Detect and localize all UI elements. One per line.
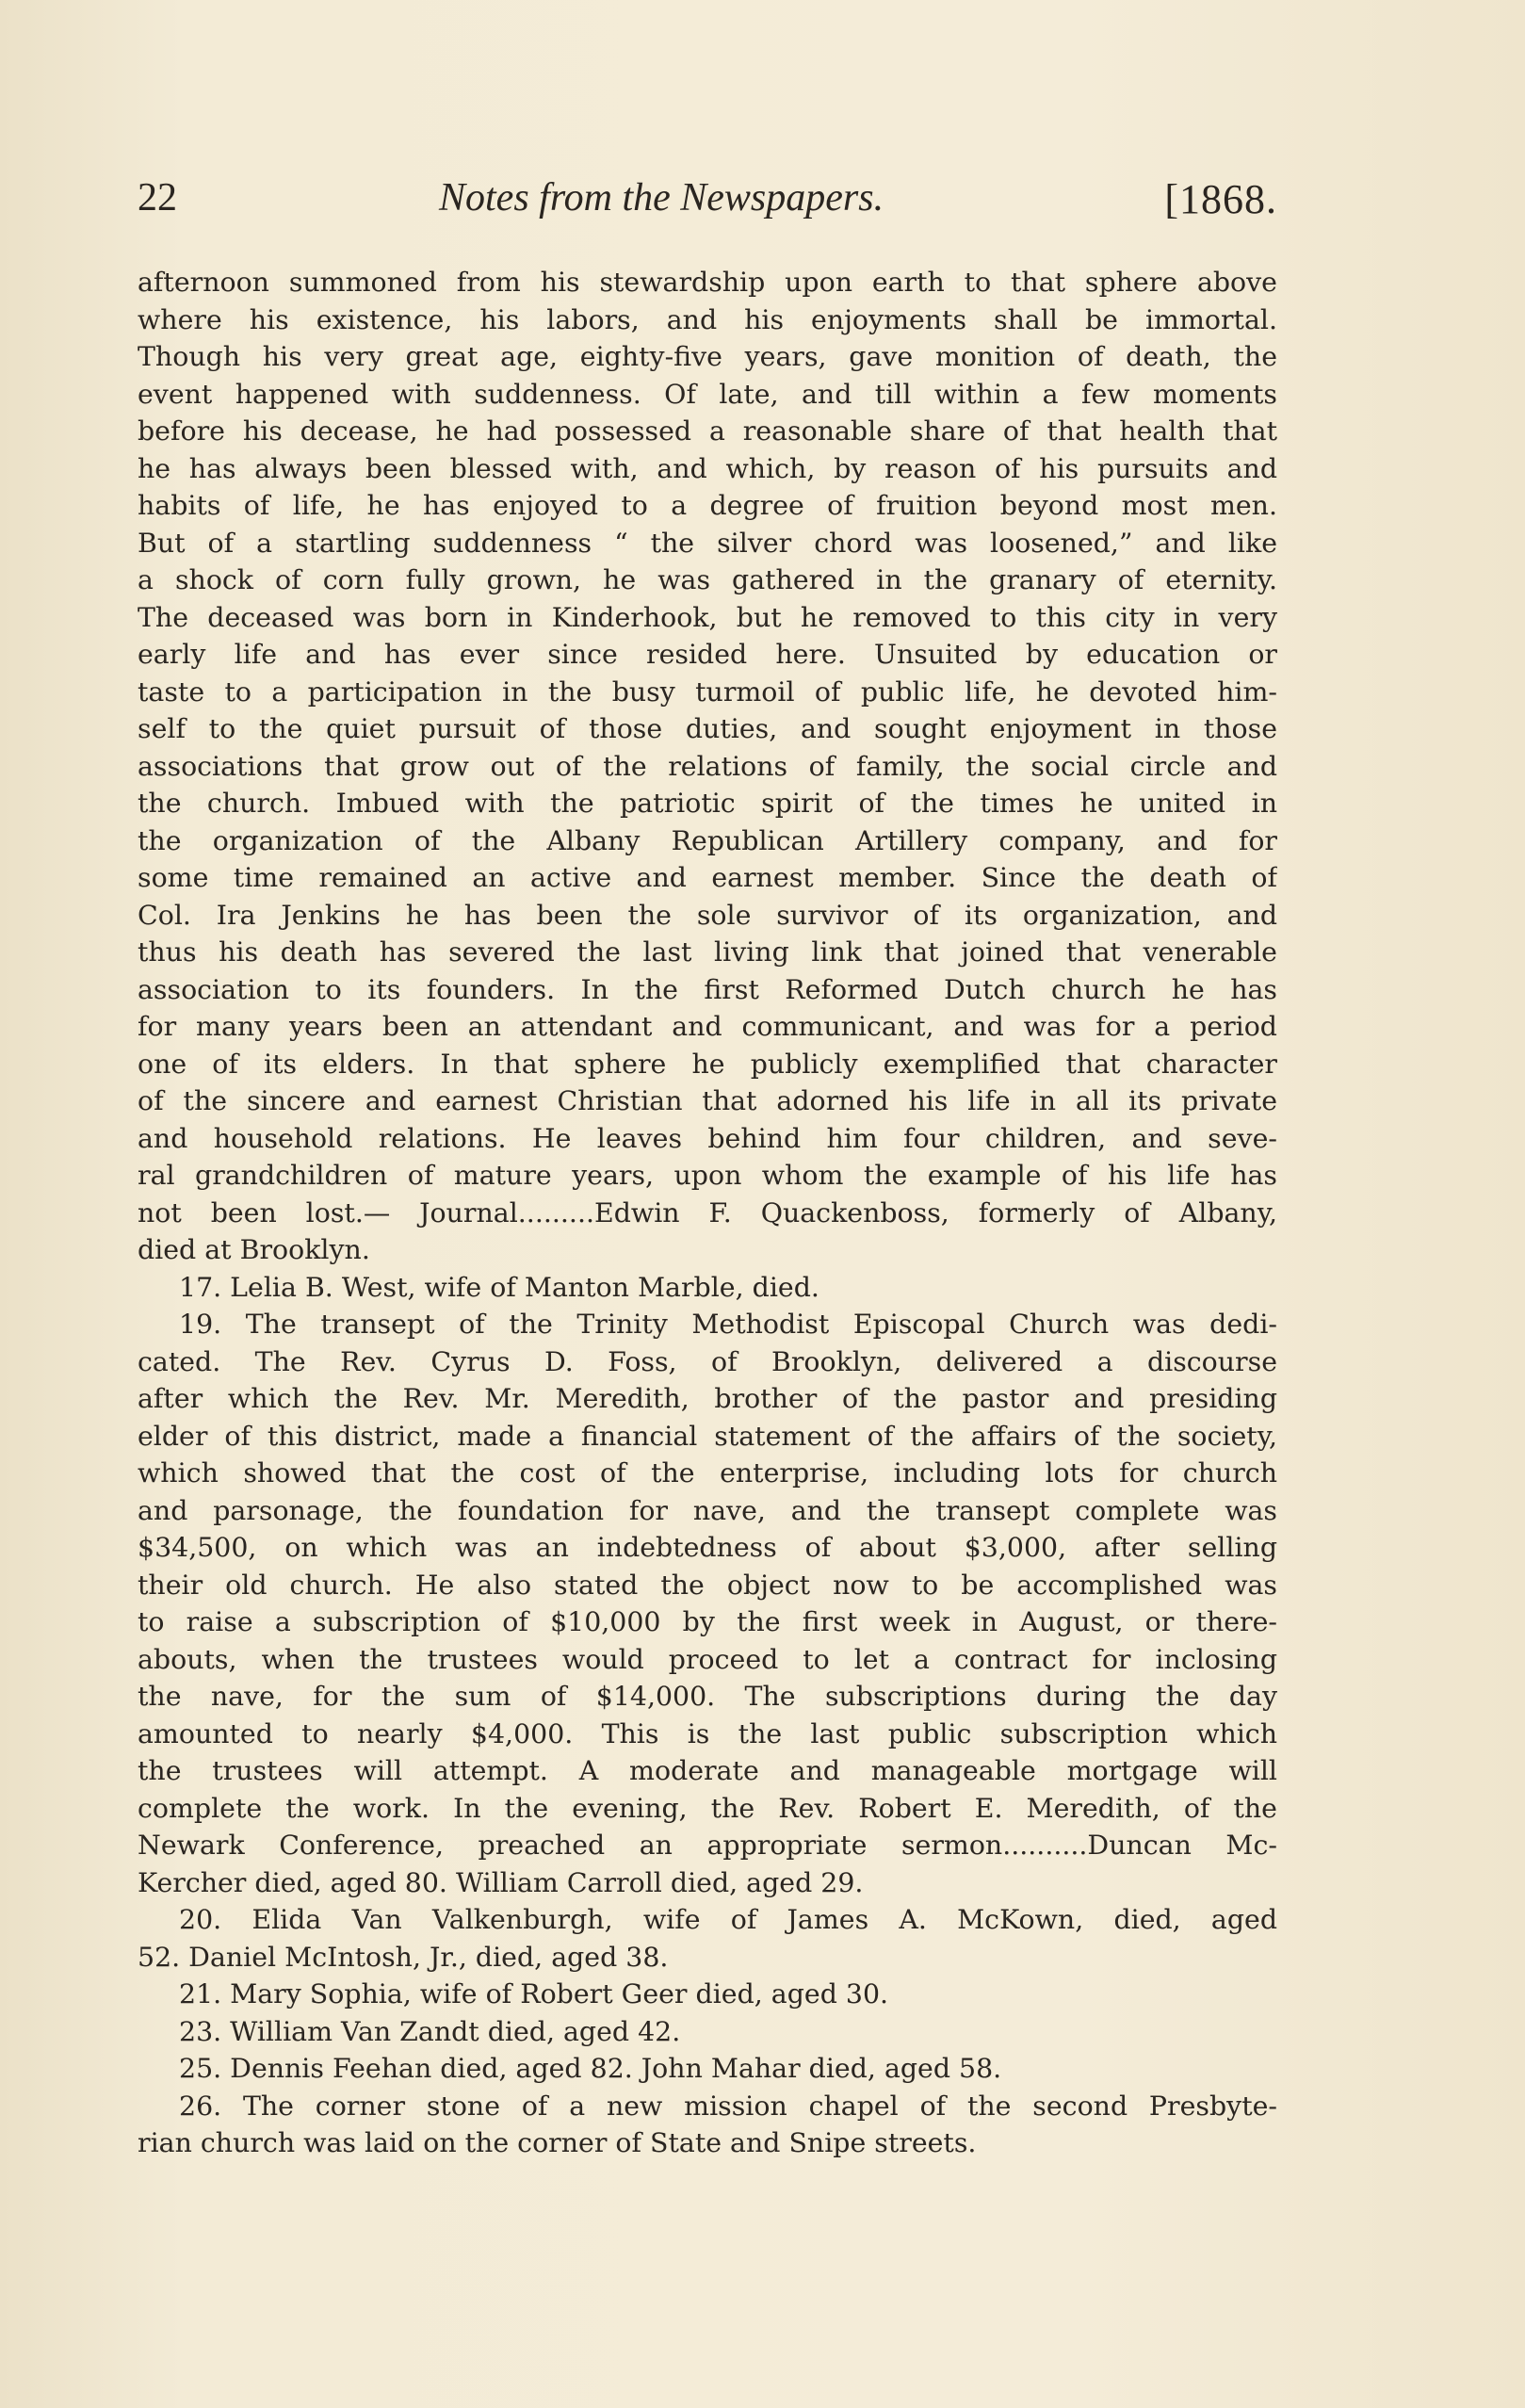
page-header: [138, 175, 1277, 232]
text-line: to raise a subscription of $10,000 by the first week in August, or there-: [138, 1606, 1277, 1637]
text-line: association to its founders. In the first Reformed Dutch church he has: [138, 973, 1277, 1005]
text-line: habits of life, he has enjoyed to a degree of fruition beyond most men.: [138, 490, 1277, 521]
text-line: afternoon summoned from his stewardship upon earth to that sphere above: [138, 267, 1277, 298]
running-title: Notes from the Newspapers.: [439, 176, 884, 220]
text-line: died at Brooklyn.: [138, 1234, 370, 1265]
page-number: 22: [138, 176, 177, 220]
text-line: the trustees will attempt. A moderate and manageable mortgage will: [138, 1755, 1277, 1786]
text-line: before his decease, he had possessed a reasonable share of that health that: [138, 415, 1277, 447]
text-line: their old church. He also stated the object now to be accomplished was: [138, 1569, 1277, 1601]
header-year: [1868.: [1164, 176, 1277, 222]
text-line: the nave, for the sum of $14,000. The subscriptions during the day: [138, 1681, 1277, 1712]
text-line: the church. Imbued with the patriotic spirit of the times he united in: [138, 788, 1277, 819]
text-line: which showed that the cost of the enterprise, including lots for church: [138, 1457, 1277, 1489]
text-line: 17. Lelia B. West, wife of Manton Marble, died.: [179, 1271, 819, 1303]
text-line: and household relations. He leaves behind him four children, and seve-: [138, 1122, 1277, 1154]
text-line: ral grandchildren of mature years, upon whom the example of his life has: [138, 1160, 1277, 1191]
text-line: Though his very great age, eighty-five years, gave monition of death, the: [138, 341, 1277, 372]
text-line: 20. Elida Van Valkenburgh, wife of James A. McKown, died, aged: [179, 1904, 1277, 1935]
text-line: not been lost.— Journal.........Edwin F. Quackenboss, formerly of Albany,: [138, 1196, 1277, 1228]
text-line: 19. The transept of the Trinity Methodist Episcopal Church was dedi-: [179, 1309, 1277, 1340]
text-line: event happened with suddenness. Of late, and till within a few moments: [138, 378, 1277, 410]
body-text: [138, 264, 1277, 2162]
text-line: 25. Dennis Feehan died, aged 82. John Mahar died, aged 58.: [179, 2053, 1002, 2084]
text-line: Newark Conference, preached an appropriate sermon..........Duncan Mc-: [138, 1830, 1277, 1861]
text-line: for many years been an attendant and communicant, and was for a period: [138, 1011, 1277, 1042]
text-line: a shock of corn fully grown, he was gathered in the granary of eternity.: [138, 564, 1277, 595]
text-line: 26. The corner stone of a new mission chapel of the second Presbyte-: [179, 2090, 1277, 2122]
text-line: But of a startling suddenness “ the silver chord was loosened,” and like: [138, 527, 1277, 559]
text-line: Kercher died, aged 80. William Carroll died, aged 29.: [138, 1866, 864, 1898]
text-line: he has always been blessed with, and which, by reason of his pursuits and: [138, 452, 1277, 484]
text-line: rian church was laid on the corner of State and Snipe streets.: [138, 2127, 977, 2158]
text-line: early life and has ever since resided here. Unsuited by education or: [138, 639, 1277, 670]
text-line: elder of this district, made a financial statement of the affairs of the society,: [138, 1420, 1277, 1452]
text-line: cated. The Rev. Cyrus D. Foss, of Brooklyn, delivered a discourse: [138, 1345, 1277, 1377]
text-line: where his existence, his labors, and his enjoyments shall be immortal.: [138, 303, 1277, 335]
text-line: one of its elders. In that sphere he publicly exemplified that character: [138, 1048, 1277, 1080]
text-line: abouts, when the trustees would proceed to let a contract for inclosing: [138, 1643, 1277, 1675]
text-line: 21. Mary Sophia, wife of Robert Geer died, aged 30.: [179, 1978, 889, 2009]
text-line: 23. William Van Zandt died, aged 42.: [179, 2015, 681, 2047]
text-line: taste to a participation in the busy turmoil of public life, he devoted him-: [138, 675, 1277, 708]
text-line: $34,500, on which was an indebtedness of about $3,000, after selling: [138, 1532, 1277, 1563]
text-line: and parsonage, the foundation for nave, and the transept complete was: [138, 1494, 1277, 1526]
text-line: Col. Ira Jenkins he has been the sole survivor of its organization, and: [138, 899, 1277, 931]
text-line: amounted to nearly $4,000. This is the last public subscription which: [138, 1717, 1277, 1749]
text-line: the organization of the Albany Republican Artillery company, and for: [138, 824, 1277, 856]
text-line: some time remained an active and earnest member. Since the death of: [138, 862, 1277, 893]
text-line: The deceased was born in Kinderhook, but he removed to this city in very: [138, 601, 1277, 633]
text-line: complete the work. In the evening, the Rev. Robert E. Meredith, of the: [138, 1792, 1277, 1824]
text-line: after which the Rev. Mr. Meredith, brother of the pastor and presiding: [138, 1383, 1277, 1414]
text-line: associations that grow out of the relations of family, the social circle and: [138, 750, 1277, 782]
text-line: self to the quiet pursuit of those duties, and sought enjoyment in those: [138, 713, 1277, 744]
text-line: thus his death has severed the last living link that joined that venerable: [138, 936, 1277, 968]
text-line: 52. Daniel McIntosh, Jr., died, aged 38.: [138, 1941, 669, 1973]
text-line: of the sincere and earnest Christian that adorned his life in all its private: [138, 1085, 1277, 1116]
